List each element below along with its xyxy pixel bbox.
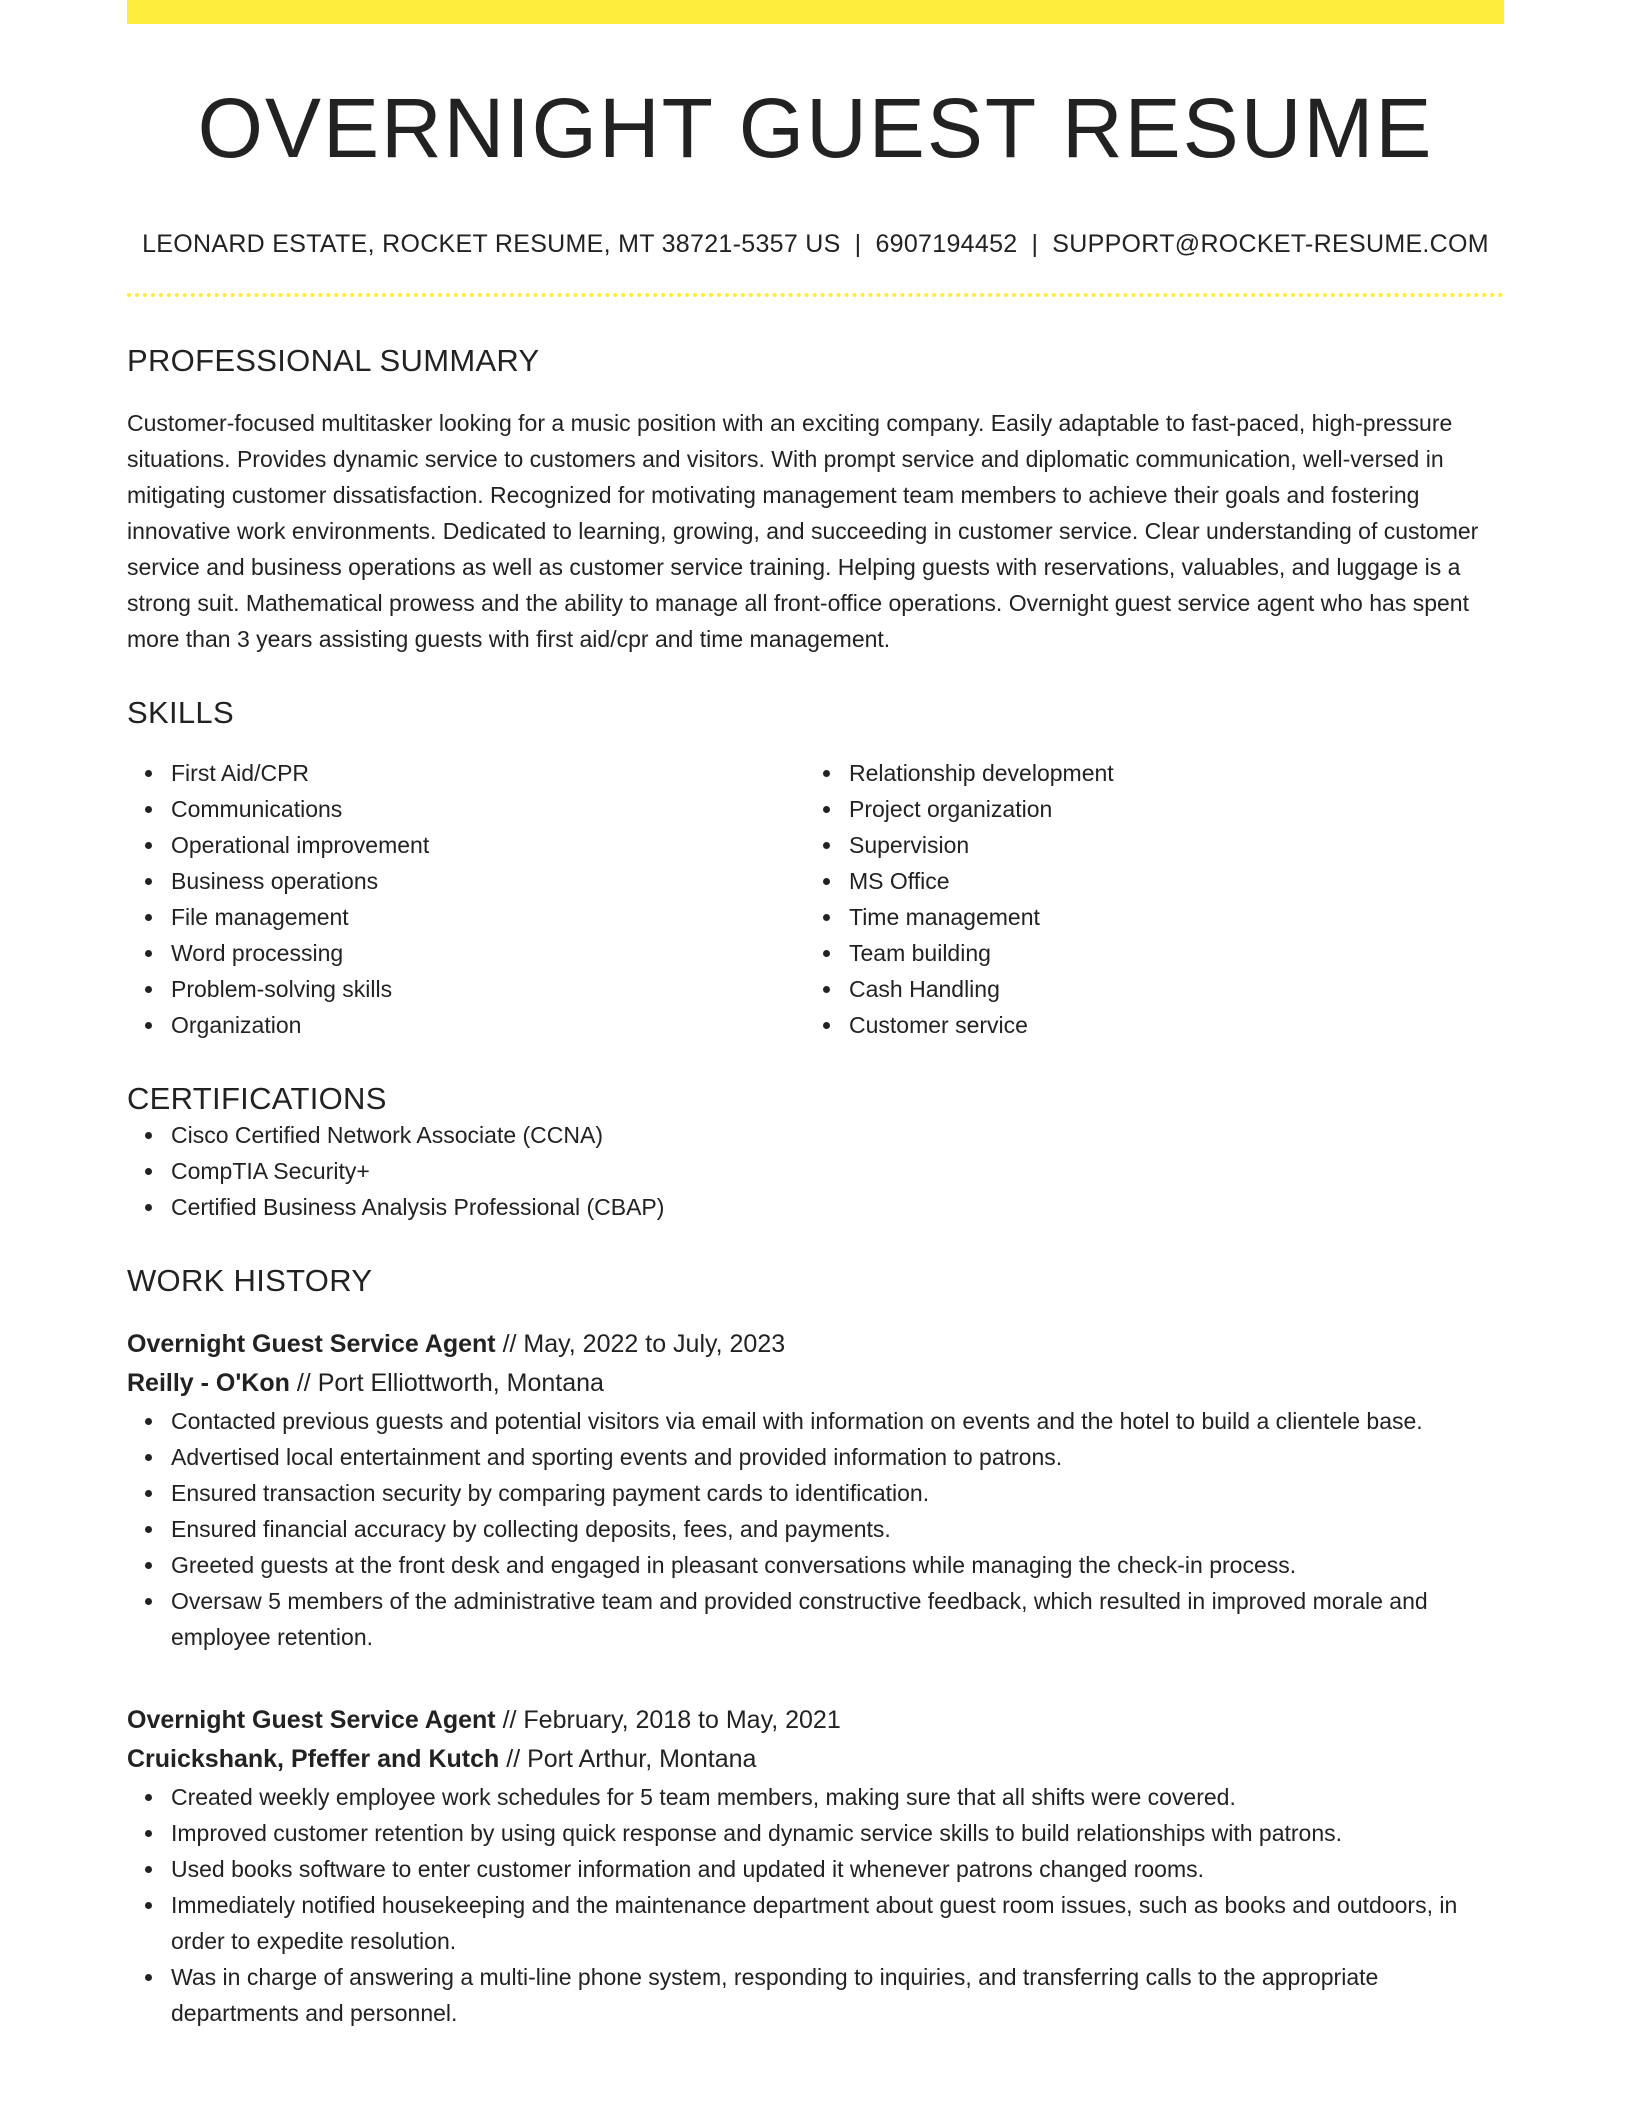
skills-column-left — [127, 755, 805, 1043]
certification-item: CompTIA Security+ — [171, 1153, 1504, 1189]
certification-item: Cisco Certified Network Associate (CCNA) — [171, 1117, 1504, 1153]
job-duty-item: Improved customer retention by using quick response and dynamic service skills to build relationships with patrons. — [171, 1815, 1504, 1851]
job-duties-list — [127, 1779, 1504, 2031]
job-duty-item: Advertised local entertainment and sporting events and provided information to patrons. — [171, 1439, 1504, 1475]
job-company: Reilly - O'Kon — [127, 1369, 290, 1398]
skill-item: Project organization — [849, 791, 1483, 827]
contact-phone: 6907194452 — [875, 230, 1018, 259]
job-duty-item: Immediately notified housekeeping and the maintenance department about guest room issues, such as books and outdoors, in order to expedite resolution. — [171, 1887, 1504, 1959]
dotted-divider — [127, 293, 1504, 297]
skill-item: Relationship development — [849, 755, 1483, 791]
job-duty-item: Used books software to enter customer information and updated it whenever patrons changed rooms. — [171, 1851, 1504, 1887]
job-duties-list — [127, 1403, 1504, 1655]
skills-column-right — [805, 755, 1483, 1043]
job-duty-item: Ensured transaction security by comparing payment cards to identification. — [171, 1475, 1504, 1511]
skill-item: First Aid/CPR — [171, 755, 805, 791]
skill-item: Word processing — [171, 935, 805, 971]
job-company-line — [127, 1364, 1504, 1403]
job-entry — [127, 1325, 1504, 1655]
job-company: Cruickshank, Pfeffer and Kutch — [127, 1745, 500, 1774]
certifications-heading: CERTIFICATIONS — [127, 1081, 387, 1117]
contact-separator: | — [1031, 230, 1039, 259]
skill-item: Time management — [849, 899, 1483, 935]
job-entry — [127, 1701, 1504, 2031]
skills-grid — [127, 755, 1504, 1043]
work-history-list — [127, 1325, 1504, 2031]
skills-list-right — [805, 755, 1483, 1043]
job-title: Overnight Guest Service Agent — [127, 1330, 496, 1359]
skill-item: Team building — [849, 935, 1483, 971]
job-title-line — [127, 1325, 1504, 1364]
skill-item: Supervision — [849, 827, 1483, 863]
job-dates: // May, 2022 to July, 2023 — [502, 1330, 786, 1359]
job-duty-item: Greeted guests at the front desk and engaged in pleasant conversations while managing the check-in process. — [171, 1547, 1504, 1583]
job-duty-item: Ensured financial accuracy by collecting deposits, fees, and payments. — [171, 1511, 1504, 1547]
certifications-list — [127, 1117, 1504, 1225]
skill-item: Operational improvement — [171, 827, 805, 863]
job-company-line — [127, 1740, 1504, 1779]
skill-item: MS Office — [849, 863, 1483, 899]
contact-line — [127, 230, 1504, 259]
work-history-heading: WORK HISTORY — [127, 1263, 373, 1299]
skill-item: File management — [171, 899, 805, 935]
skill-item: Problem-solving skills — [171, 971, 805, 1007]
contact-address: LEONARD ESTATE, ROCKET RESUME, MT 38721-5357 US — [142, 230, 841, 259]
contact-email: SUPPORT@ROCKET-RESUME.COM — [1052, 230, 1489, 259]
job-title: Overnight Guest Service Agent — [127, 1706, 496, 1735]
summary-text: Customer-focused multitasker looking for a music position with an exciting company. Easily adaptable to fast-paced, high-pressure situations. Provides dynamic service to customers and visitors. With prompt service and diplomatic communication, well-versed in mitigating customer dissatisfaction. Recognized for motivating management team members to achieve their goals and fostering innovative work environments. Dedicated to learning, growing, and succeeding in customer service. Clear understanding of customer service and business operations as well as customer service training. Helping guests with reservations, valuables, and luggage is a strong suit. Mathematical prowess and the ability to manage all front-office operations. Overnight guest service agent who has spent more than 3 years assisting guests with first aid/cpr and time management. — [127, 410, 1479, 653]
top-accent-bar — [127, 0, 1504, 24]
resume-page — [127, 0, 1504, 2031]
skill-item: Business operations — [171, 863, 805, 899]
skill-item: Cash Handling — [849, 971, 1483, 1007]
job-location: // Port Arthur, Montana — [506, 1745, 757, 1774]
resume-title: OVERNIGHT GUEST RESUME — [197, 81, 1434, 175]
job-duty-item: Oversaw 5 members of the administrative team and provided constructive feedback, which resulted in improved morale and employee retention. — [171, 1583, 1504, 1655]
contact-separator: | — [854, 230, 862, 259]
job-duty-item: Was in charge of answering a multi-line phone system, responding to inquiries, and transferring calls to the appropriate departments and personnel. — [171, 1959, 1504, 2031]
summary-heading: PROFESSIONAL SUMMARY — [127, 343, 540, 379]
skills-heading: SKILLS — [127, 695, 234, 731]
job-dates: // February, 2018 to May, 2021 — [502, 1706, 841, 1735]
job-location: // Port Elliottworth, Montana — [296, 1369, 604, 1398]
job-duty-item: Created weekly employee work schedules for 5 team members, making sure that all shifts were covered. — [171, 1779, 1504, 1815]
skills-list-left — [127, 755, 805, 1043]
certification-item: Certified Business Analysis Professional (CBAP) — [171, 1189, 1504, 1225]
job-title-line — [127, 1701, 1504, 1740]
skill-item: Organization — [171, 1007, 805, 1043]
job-duty-item: Contacted previous guests and potential visitors via email with information on events and the hotel to build a clientele base. — [171, 1403, 1504, 1439]
skill-item: Customer service — [849, 1007, 1483, 1043]
skill-item: Communications — [171, 791, 805, 827]
